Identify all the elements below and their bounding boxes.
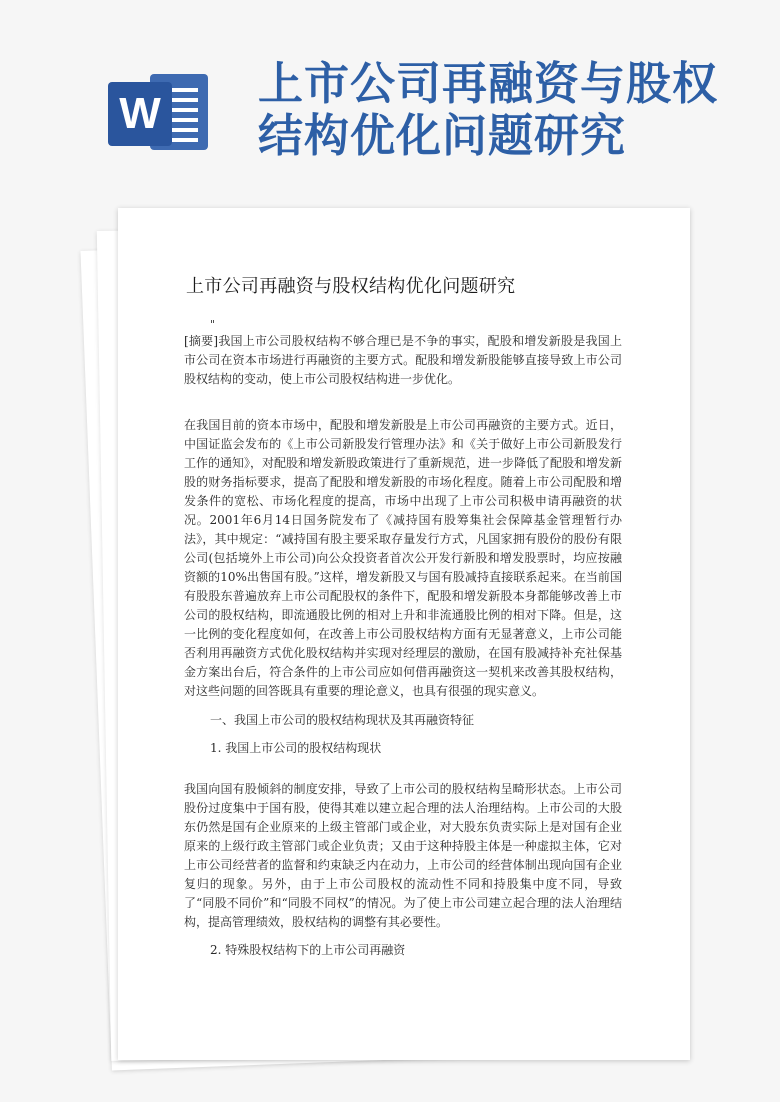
body-paragraph-1: 在我国目前的资本市场中，配股和增发新股是上市公司再融资的主要方式。近日，中国证监会发布的《上市公司新股发行管理办法》和《关于做好上市公司新股发行工作的通知》，对配股和增发新股政策进行了重新规范，进一步降低了配股和增发新股的财务指标要求，提高了配股和增发新股的市场化程度。随着上市公司配股和增发条件的宽松、市场化程度的提高，市场中出现了上市公司积极申请再融资的状况。2001年6月14日国务院发布了《减持国有股筹集社会保障基金管理暂行办法》，其中规定：“减持国有股主要采取存量发行方式，凡国家拥有股份的股份有限公司(包括境外上市公司)向公众投资者首次公开发行新股和增发股票时，均应按融资额的10%出售国有股。”这样，增发新股又与国有股减持直接联系起来。在当前国有股股东普遍放弃上市公司配股权的条件下，配股和增发新股本身都能够改善上市公司的股权结构，即流通股比例的相对上升和非流通股比例的相对下降。但是，这一比例的变化程度如何，在改善上市公司股权结构方面有无显著意义，上市公司能否利用再融资方式优化股权结构并实现对经理层的激励，在国有股减持补充社保基金方案出台后，符合条件的上市公司应如何借再融资这一契机来改善其股权结构，对这些问题的回答既具有重要的理论意义，也具有很强的现实意义。	[184, 418, 623, 698]
banner	[0, 0, 780, 210]
subsection-heading-2: 2. 特殊股权结构下的上市公司再融资	[210, 943, 406, 957]
word-icon-letter: W	[108, 82, 172, 146]
subsection-heading-1: 1. 我国上市公司的股权结构现状	[210, 741, 382, 755]
banner-title: 上市公司再融资与股权结构优化问题研究	[258, 57, 719, 162]
abstract-paragraph: [摘要]我国上市公司股权结构不够合理已是不争的事实，配股和增发新股是我国上市公司在资本市场进行再融资的主要方式。配股和增发新股能够直接导致上市公司股权结构的变动，使上市公司股权结构进一步优化。	[184, 334, 622, 386]
document-title: 上市公司再融资与股权结构优化问题研究	[186, 276, 516, 297]
quote-mark: "	[210, 318, 216, 331]
document-page	[118, 208, 690, 1060]
section-heading-1: 一、我国上市公司的股权结构现状及其再融资特征	[210, 713, 475, 727]
body-paragraph-2: 我国向国有股倾斜的制度安排，导致了上市公司的股权结构呈畸形状态。上市公司股份过度集中于国有股，使得其难以建立起合理的法人治理结构。上市公司的大股东仍然是国有企业原来的上级主管部门或企业，对大股东负责实际上是对国有企业原来的上级行政主管部门或企业负责；又由于这种持股主体是一种虚拟主体，它对上市公司经营者的监督和约束缺乏内在动力，上市公司的经营体制出现向国有企业复归的现象。另外，由于上市公司股权的流动性不同和持股集中度不同，导致了“同股不同价”和“同股不同权”的情况。为了使上市公司建立起合理的法人治理结构，提高管理绩效，股权结构的调整有其必要性。	[184, 782, 622, 929]
word-document-icon	[108, 70, 218, 156]
